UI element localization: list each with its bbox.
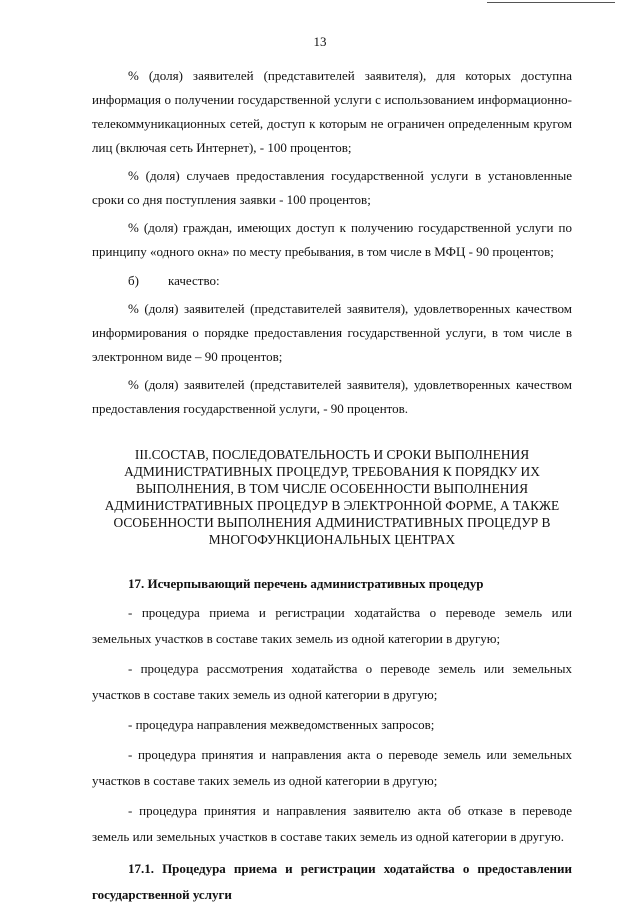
- list-item: - процедура принятия и направления акта о переводе земель или земельных участков в составе таких земель из одной категории в другую;: [92, 747, 572, 788]
- list-item-number: б): [128, 273, 139, 288]
- paragraph-service-quality: % (доля) заявителей (представителей заявителя), удовлетворенных качеством предоставления государственной услуги, - 90 процентов.: [92, 377, 572, 416]
- section-17-title: 17. Исчерпывающий перечень административных процедур: [128, 576, 484, 591]
- page-number: 13: [313, 34, 327, 49]
- procedure-list: [92, 600, 572, 850]
- paragraph-info-availability: % (доля) заявителей (представителей заявителя), для которых доступна информация о получении государственной услуги с использованием информационно-телекоммуникационных сетей, доступ к которым не ограничен определенным кругом лиц (включая сеть Интернет), - 100 процентов;: [92, 68, 572, 155]
- paragraph-informing-quality: % (доля) заявителей (представителей заявителя), удовлетворенных качеством информирования о порядке предоставления государственной услуги, в том числе в электронном виде – 90 процентов;: [92, 301, 572, 364]
- list-item: - процедура приема и регистрации ходатайства о переводе земель или земельных участков в составе таких земель из одной категории в другую;: [92, 605, 572, 646]
- section-17-1-title: 17.1. Процедура приема и регистрации ходатайства о предоставлении государственной услуги: [92, 861, 572, 902]
- paragraph-one-window: % (доля) граждан, имеющих доступ к получению государственной услуги по принципу «одного окна» по месту пребывания, в том числе в МФЦ - 90 процентов;: [92, 220, 572, 259]
- paragraph-timely-service: % (доля) случаев предоставления государственной услуги в установленные сроки со дня поступления заявки - 100 процентов;: [92, 168, 572, 207]
- list-item-quality: [92, 268, 572, 293]
- list-item: - процедура направления межведомственных запросов;: [128, 717, 435, 732]
- top-rule: [487, 2, 615, 3]
- document-body: [92, 64, 572, 908]
- list-item: - процедура рассмотрения ходатайства о переводе земель или земельных участков в составе таких земель из одной категории в другую;: [92, 661, 572, 702]
- section-heading: III.СОСТАВ, ПОСЛЕДОВАТЕЛЬНОСТЬ И СРОКИ ВЫПОЛНЕНИЯ АДМИНИСТРАТИВНЫХ ПРОЦЕДУР, ТРЕБОВАНИЯ К ПОРЯДКУ ИХ ВЫПОЛНЕНИЯ, В ТОМ ЧИСЛЕ ОСОБЕННОСТИ ВЫПОЛНЕНИЯ АДМИНИСТРАТИВНЫХ ПРОЦЕДУР В ЭЛЕКТРОННОЙ ФОРМЕ, А ТАКЖЕ ОСОБЕННОСТИ ВЫПОЛНЕНИЯ АДМИНИСТРАТИВНЫХ ПРОЦЕДУР В МНОГОФУНКЦИОНАЛЬНЫХ ЦЕНТРАХ: [104, 447, 560, 547]
- list-item-label: качество:: [168, 273, 220, 288]
- list-item: - процедура принятия и направления заявителю акта об отказе в переводе земель или земельных участков в составе таких земель из одной категории в другую.: [92, 803, 572, 844]
